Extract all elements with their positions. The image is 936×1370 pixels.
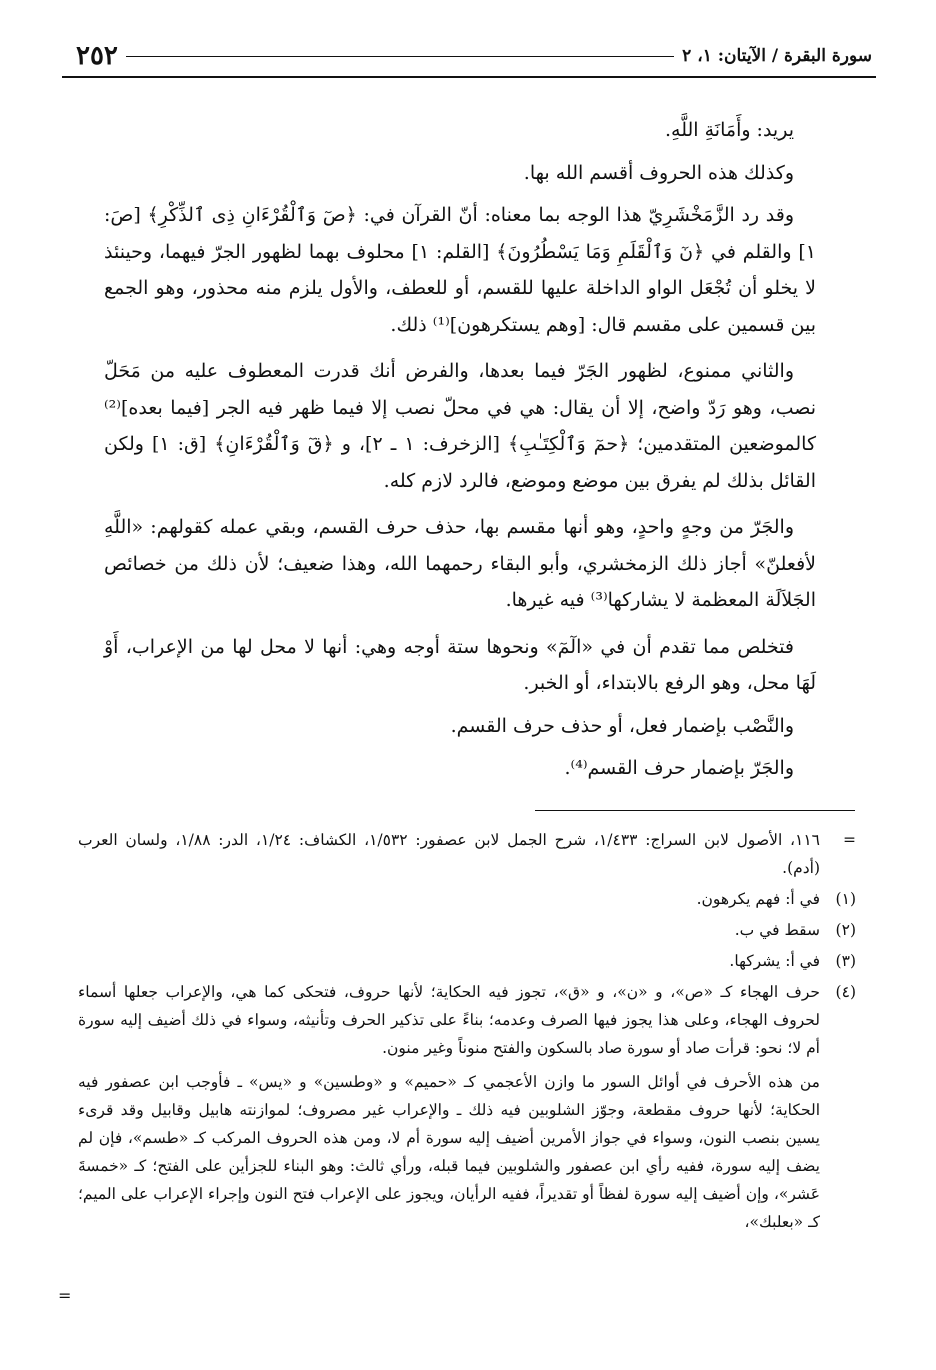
footnote-separator (535, 810, 855, 811)
footnote-marker: (٢) (835, 921, 856, 939)
continuation-marker: = (843, 831, 856, 849)
footnote-text: حرف الهجاء كـ «ص»، و «ن»، و «ق»، تجوز فيه الحكاية؛ لأنها حروف، فتحكى كما هي، والإعراب جعلها أسماء لحروف الهجاء، وعلى هذا يجوز فيها الصرف وعدمه؛ بناءً على تذكير الحرف وتأنيثه، وسواء في ذلك أضيف إليه سورة أم لا؛ نحو: قرأت صاد أو سورة صاد بالسكون والفتح منوناً وغير منون. (78, 983, 820, 1057)
footnotes (78, 826, 856, 1236)
next-page-marker: = (58, 1286, 72, 1305)
footnote-marker: (٣) (835, 952, 856, 970)
footnote-4 (78, 978, 856, 1062)
footnote-1 (78, 885, 856, 913)
footnote-marker: (١) (835, 890, 856, 908)
main-text (104, 112, 816, 793)
paragraph-7: والنَّصْب بإضمار فعل، أو حذف حرف القسم. (450, 714, 794, 737)
page-number: ٢٥٢ (76, 41, 118, 71)
footnote-text: في أ: فهم يكرهون. (696, 890, 820, 908)
paragraph-6: فتخلص مما تقدم أن في «الٓمٓ» ونحوها ستة أوجه وهي: أنها لا محل لها من الإعراب، أَوْ لَهَا محل، وهو الرفع بالابتداء، أو الخبر. (104, 635, 816, 694)
footnote-continuation-text: ١١٦، الأصول لابن السراج: ١/٤٣٣، شرح الجمل لابن عصفور: ١/٥٣٢، الكشاف: ١/٢٤، الدر: ١/٨٨، ولسان العرب (أدم). (78, 831, 820, 877)
paragraph-5: والجَرّ من وجهٍ واحدٍ، وهو أنها مقسم بها، حذف حرف القسم، وبقي عمله كقولهم: «اللَّهِ لأفعلنّ» أجاز ذلك الزمخشري، وأبو البقاء رحمهما الله، وهذا ضعيف؛ لأن ذلك من خصائص الجَلاَلَة المعظمة لا يشاركها⁽³⁾ فيه غيرها. (104, 516, 816, 611)
running-header (62, 36, 876, 78)
paragraph-1: يريد: وأَمَانَةِ اللَّهِ. (665, 119, 794, 141)
paragraph-2: وكذلك هذه الحروف أقسم الله بها. (523, 161, 794, 184)
footnote-text: سقط في ب. (734, 921, 820, 939)
footnote-marker: (٤) (835, 983, 856, 1001)
footnote-3 (78, 947, 856, 975)
header-title: سورة البقرة / الآيتان: ١، ٢ (682, 46, 872, 66)
paragraph-3: وقد رد الزَّمَخْشَرِيّ هذا الوجه بما معناه: أنّ القرآن في: ﴿صٓ وَٱلْقُرْءَانِ ذِى ٱلذِّكْرِ﴾ [صَ: ١] والقلم في ﴿نٓ وَٱلْقَلَمِ وَمَا يَسْطُرُونَ﴾ [القلم: ١] محلوف بهما لظهور الجرّ فيهما، وحينئذ لا يخلو أن تُجْعَل الواو الداخلة عليها للقسم، أو للعطف، والأول يلزم منه محذور، وهو الجمع بين قسمين على مقسم قال: [وهم يستكرهون]⁽¹⁾ ذلك. (104, 204, 816, 336)
footnote-4-continued: من هذه الأحرف في أوائل السور ما وازن الأعجمي كـ «حميم» و «وطسين» و «يس» ـ فأوجب ابن عصفور فيه الحكاية؛ لأنها حروف مقطعة، وجوّز الشلوبين فيه ذلك ـ والإعراب غير مصروف؛ لموازنته هابيل وقابيل وقد قرىء يسين بنصب النون، وسواء في جواز الأمرين أضيف إليه سورة أم لا، ومن هذه الحروف المركب كـ «طسم»، فإن لم يضف إليه سورة، ففيه رأي ابن عصفور والشلوبين فيما قبله، ورأي ثالث: وهو البناء للجزأين على الفتح؛ كـ «خمسةَ عَشر»، وإن أضيف إليه سورة لفظاً أو تقديراً، ففيه الرأيان، ويجوز على الإعراب فتح النون وإجراء الإعراب على الميم؛ كـ «بعلبك»، (78, 1073, 820, 1231)
header-rule (126, 56, 674, 57)
footnote-continuation (78, 826, 856, 882)
footnote-2 (78, 916, 856, 944)
footnote-text: في أ: يشركها. (729, 952, 820, 970)
paragraph-4: والثاني ممنوع، لظهور الجَرّ فيما بعدها، والفرض أنك قدرت المعطوف عليه من مَحَلّ نصب، وهو رَدّ واضح، إلا أن يقال: هي في محلّ نصب إلا فيما ظهر فيه الجر [فيما بعده]⁽²⁾ كالموضعين المتقدمين؛ ﴿حمٓ وَٱلْكِتَـٰبِ﴾ [الزخرف: ١ ـ ٢]، و ﴿قٓ وَٱلْقُرْءَانِ﴾ [ق: ١] ولكن القائل بذلك لم يفرق بين موضع وموضع، فالرد لازم كله. (104, 360, 816, 492)
paragraph-8: والجَرّ بإضمار حرف القسم⁽⁴⁾. (564, 757, 794, 779)
